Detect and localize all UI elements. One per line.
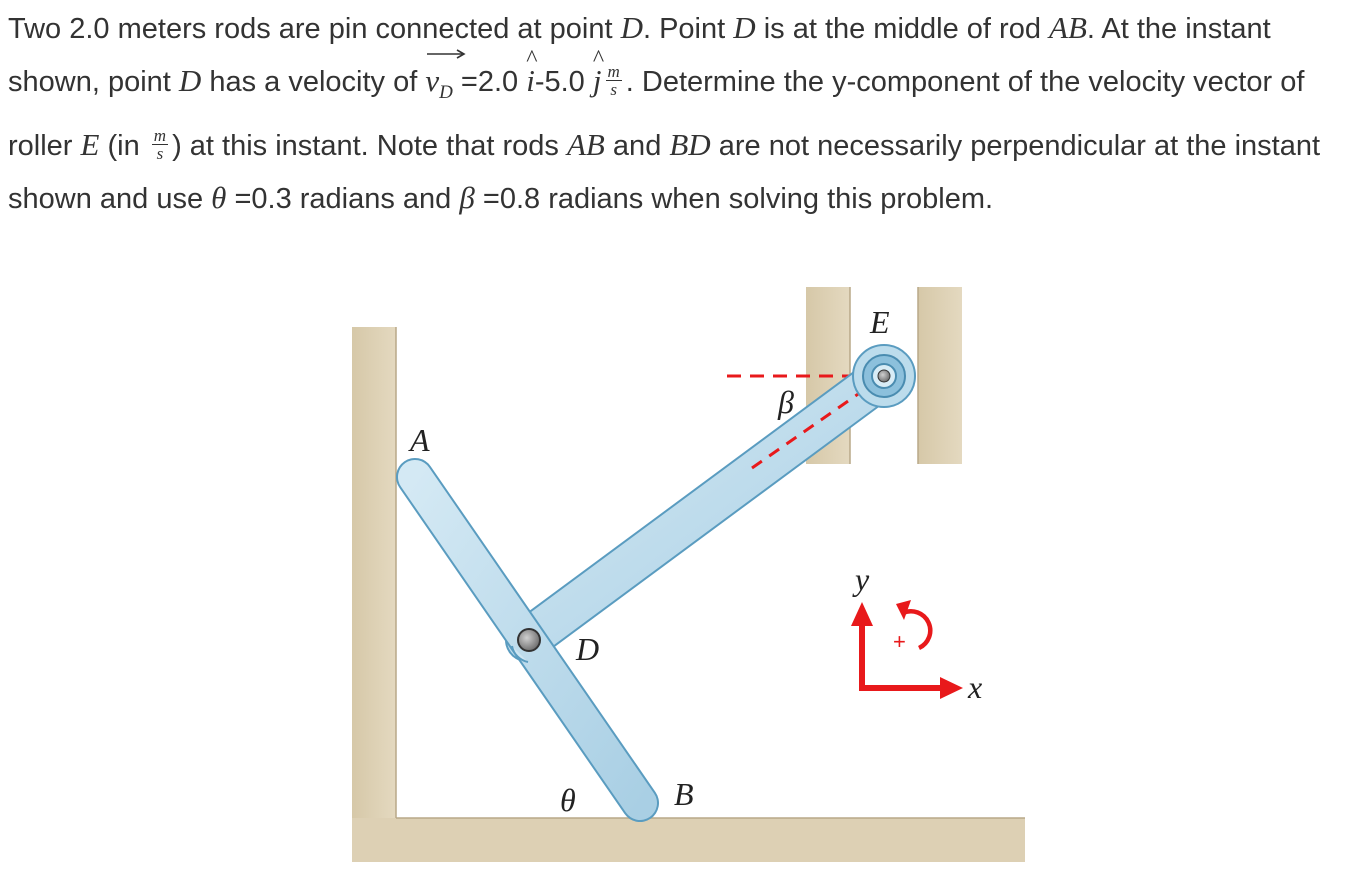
rod-ab-symbol: AB bbox=[567, 127, 605, 163]
beta-symbol: β bbox=[459, 180, 475, 216]
rod-bd-symbol: BD bbox=[669, 127, 711, 163]
problem-text: . At the instant shown, point bbox=[8, 13, 1271, 98]
label-beta: β bbox=[778, 384, 794, 420]
problem-text: ) at this instant. Note that rods bbox=[172, 130, 567, 163]
label-e: E bbox=[870, 304, 890, 340]
problem-text: (in bbox=[99, 130, 148, 163]
point-d-symbol: D bbox=[178, 63, 202, 98]
problem-text: are not necessarily perpendicular at the instant shown and use bbox=[8, 130, 1321, 216]
roller-e bbox=[853, 345, 915, 407]
problem-text: is at the middle of rod bbox=[755, 13, 1050, 45]
rotation-direction-icon bbox=[893, 600, 930, 654]
rod-de bbox=[527, 376, 884, 640]
problem-text: has a velocity of bbox=[201, 66, 426, 98]
label-y-axis: y bbox=[855, 561, 870, 597]
label-theta: θ bbox=[560, 782, 576, 818]
problem-text: . Point bbox=[642, 13, 734, 45]
unit-i-symbol: ^ i bbox=[526, 55, 535, 107]
theta-symbol: θ bbox=[211, 180, 227, 216]
point-d-symbol: D bbox=[620, 10, 643, 45]
label-d: D bbox=[576, 631, 600, 667]
unit-j-symbol: ^ j bbox=[593, 55, 602, 107]
hat-icon: ^ bbox=[526, 46, 538, 72]
point-d-symbol: D bbox=[733, 10, 756, 45]
problem-text: Two 2.0 meters rods are pin connected at point bbox=[8, 13, 621, 45]
problem-text: =0.8 radians when solving this problem. bbox=[474, 183, 994, 216]
coordinate-axes bbox=[851, 602, 963, 699]
problem-text: . Determine the y-component of the velocity vector of roller bbox=[8, 66, 1305, 163]
unit-fraction: $\frac{m}{s}$ bbox=[153, 126, 167, 164]
label-b: B bbox=[674, 776, 694, 812]
problem-text: =0.3 radians and bbox=[226, 183, 460, 216]
velocity-vector-symbol: $v_D$ bbox=[425, 55, 453, 119]
problem-text: -5.0 bbox=[534, 66, 593, 98]
problem-text: =2.0 bbox=[452, 66, 527, 98]
hat-icon: ^ bbox=[592, 46, 605, 72]
positive-rotation-label: + bbox=[893, 629, 906, 654]
label-a: A bbox=[410, 422, 430, 458]
label-x-axis: x bbox=[968, 669, 983, 705]
rod-ab-symbol: AB bbox=[1049, 10, 1087, 45]
problem-text: and bbox=[604, 130, 670, 163]
unit-fraction: $\frac{m}{s}$ bbox=[607, 61, 620, 99]
roller-e-symbol: E bbox=[80, 127, 100, 163]
